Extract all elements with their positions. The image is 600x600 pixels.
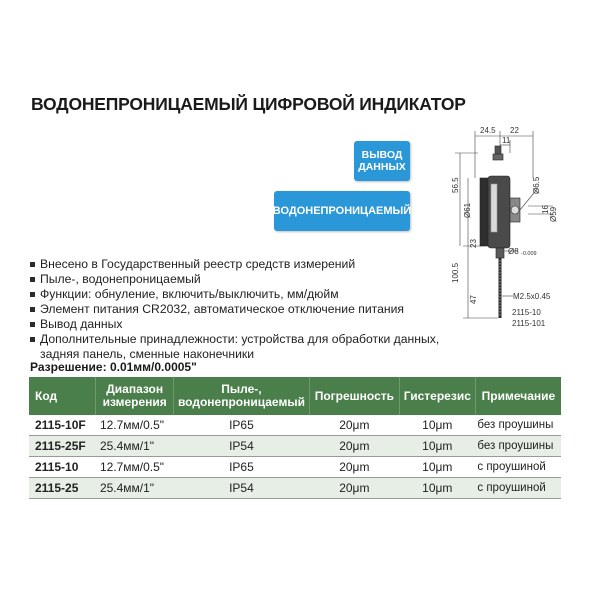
header-accuracy: Погрешность	[309, 377, 399, 415]
feature-item: Функции: обнуление, включить/выключить, мм/дюйм	[30, 287, 440, 302]
table-row	[29, 457, 561, 478]
cell-code: 2115-10F	[29, 415, 96, 436]
dim-top-3-label: 11	[502, 136, 511, 145]
model-b-label: 2115-101	[512, 319, 546, 328]
cell-protection: IP54	[173, 478, 309, 499]
cell-range: 12.7мм/0.5"	[96, 457, 174, 478]
cell-note: без проушины	[475, 415, 561, 436]
waterproof-badge: ВОДОНЕПРОНИЦАЕМЫЙ	[274, 191, 410, 231]
page-title: ВОДОНЕПРОНИЦАЕМЫЙ ЦИФРОВОЙ ИНДИКАТОР	[31, 94, 466, 114]
feature-item: Дополнительные принадлежности: устройства для обработки данных, задняя панель, сменные наконечники	[30, 332, 440, 362]
dim-top-2-label: 22	[510, 126, 519, 135]
header-protection: Пыле-, водонепроницаемый	[173, 377, 309, 415]
cell-note: без проушины	[475, 436, 561, 457]
cell-accuracy: 20μm	[309, 415, 399, 436]
dim-d8-label: Ø8	[508, 247, 519, 256]
cell-code: 2115-25F	[29, 436, 96, 457]
cell-code: 2115-25	[29, 478, 96, 499]
table-row	[29, 478, 561, 499]
dim-d59-label: Ø59	[549, 206, 558, 222]
thread-label: M2.5x0.45	[513, 292, 551, 301]
cell-hysteresis: 10μm	[399, 478, 475, 499]
dim-16-label: 16	[541, 205, 550, 214]
model-a-label: 2115-10	[512, 308, 541, 317]
table-row	[29, 415, 561, 436]
cell-range: 25.4мм/1"	[96, 478, 174, 499]
cell-code: 2115-10	[29, 457, 96, 478]
cell-accuracy: 20μm	[309, 457, 399, 478]
dim-left-4-label: 47	[469, 295, 478, 304]
spec-table	[29, 377, 561, 499]
feature-item: Элемент питания CR2032, автоматическое отключение питания	[30, 302, 440, 317]
cell-hysteresis: 10μm	[399, 415, 475, 436]
dim-r6-5-label: Ø6.5	[532, 176, 541, 194]
cell-hysteresis: 10μm	[399, 457, 475, 478]
cell-range: 25.4мм/1"	[96, 436, 174, 457]
data-output-badge: ВЫВОД ДАННЫХ	[354, 141, 410, 181]
dim-d8-tol-label: -0.009	[521, 251, 537, 257]
table-row	[29, 436, 561, 457]
feature-item: Вывод данных	[30, 317, 440, 332]
dim-left-3-label: 23	[469, 239, 478, 248]
cell-note: с проушиной	[475, 478, 561, 499]
dim-d61-label: Ø61	[463, 202, 472, 218]
feature-list	[30, 257, 440, 362]
header-code: Код	[29, 377, 96, 415]
cell-hysteresis: 10μm	[399, 436, 475, 457]
cell-note: с проушиной	[475, 457, 561, 478]
table-header-row	[29, 377, 561, 415]
cell-protection: IP54	[173, 436, 309, 457]
header-hysteresis: Гистерезис	[399, 377, 475, 415]
feature-item: Внесено в Государственный реестр средств измерений	[30, 257, 440, 272]
cell-accuracy: 20μm	[309, 436, 399, 457]
dim-top-1-label: 24.5	[480, 126, 496, 135]
resolution-text: Разрешение: 0.01мм/0.0005"	[30, 360, 197, 374]
indicator-body	[480, 146, 520, 258]
cell-accuracy: 20μm	[309, 478, 399, 499]
cell-range: 12.7мм/0.5"	[96, 415, 174, 436]
cell-protection: IP65	[173, 457, 309, 478]
indicator-dimension-drawing	[438, 118, 598, 338]
header-range: Диапазон измерения	[96, 377, 174, 415]
dim-left-2-label: 100.5	[451, 262, 460, 283]
cell-protection: IP65	[173, 415, 309, 436]
feature-item: Пыле-, водонепроницаемый	[30, 272, 440, 287]
dim-left-1-label: 56.5	[451, 177, 460, 193]
header-note: Примечание	[475, 377, 561, 415]
